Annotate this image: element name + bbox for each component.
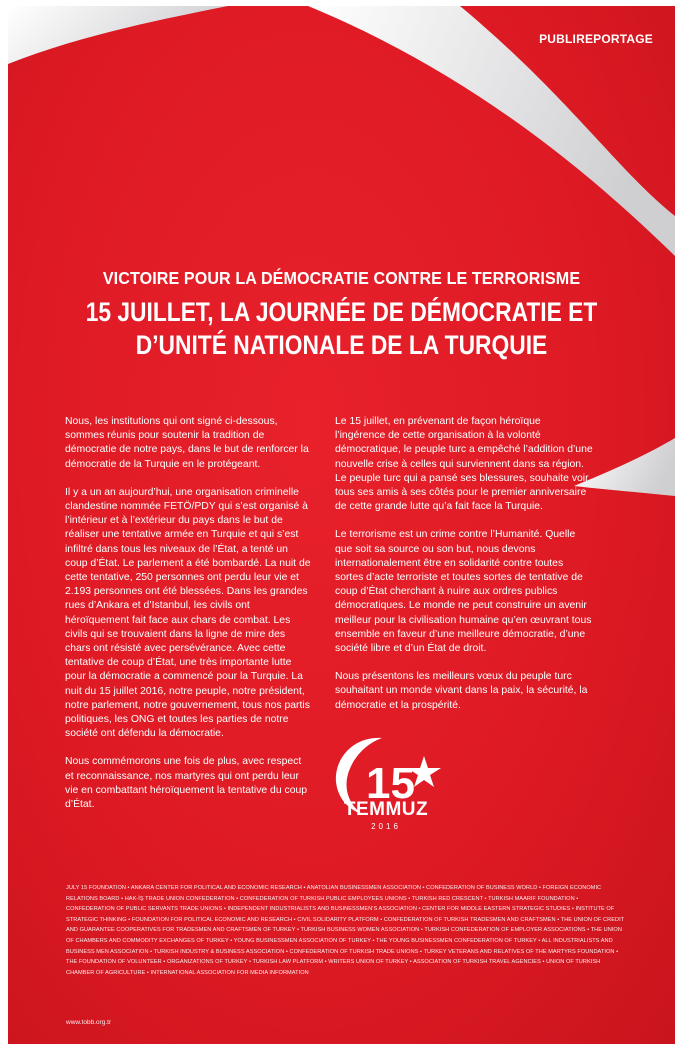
right-column (335, 415, 593, 727)
paragraph: Nous commémorons une fois de plus, avec respect et reconnaissance, nos martyres qui ont perdu leur vie en combattant héroïquement la tentative du coup d’État. (65, 756, 308, 811)
logo-number: 15 (366, 759, 415, 808)
left-column (65, 415, 312, 826)
paragraph: Le 15 juillet, en prévenant de façon héroïque l’ingérence de cette organisation à la volonté démocratique, le peuple turc a empêché l’addition d’une nouvelle crise à celles qui surviennent dans sa région. Le peuple turc qui a pansé ses blessures, souhaite voir tous ses amis à ses côtés pour le premier anniversaire de cette grande lutte qu’a fait face la Turquie. (335, 416, 593, 513)
signatory-organizations: JULY 15 FOUNDATION • ANKARA CENTER FOR POLITICAL AND ECONOMIC RESEARCH • ANATOLIAN BUSINESSMEN ASSOCIATION • CONFEDERATION OF BUSINESS WORLD • FOREIGN ECONOMIC RELATIONS BOARD • HAK-İŞ TRADE UNION CONFEDERATION • CONFEDERATION OF TURKISH PUBLIC EMPLOYEES UNIONS • TURKISH RED CRESCENT • TURKISH MAARIF FOUNDATION • CONFEDERATION OF PUBLIC SERVANTS TRADE UNIONS • INDEPENDENT INDUSTRIALISTS AND BUSINESSMEN’S ASSOCIATION • CENTER FOR MIDDLE EASTERN STRATEGIC STUDIES • INSTITUTE OF STRATEGIC THINKING • FOUNDATION FOR POLITICAL ECONOMIC AND RESEARCH • CIVIL SOLIDARITY PLATFORM • CONFEDERATION OF TURKISH TRADESMEN AND CRAFTSMEN • THE UNION OF CREDIT AND GUARANTEE COOPERATIVES FOR TRADESMEN AND CRAFTSMEN OF TURKEY • TURKISH BUSINESS WOMEN ASSOCIATION • TURKISH CONFEDERATION OF EMPLOYER ASSOCIATIONS • THE UNION OF CHAMBERS AND COMMODITY EXCHANGES OF TURKEY • YOUNG BUSINESSMEN ASSOCIATION OF TURKEY • THE YOUNG BUSINESSMEN CONFEDERATION OF TURKEY • ALL INDUSTRIALISTS AND BUSINESS MEN ASSOCIATION • TURKISH INDUSTRY & BUSINESS ASSOCIATION • CONFEDERATION OF TURKISH TRADE UNIONS • TURKEY VETERANS AND RELATIVES OF THE MARTYRS FOUNDATION • THE FOUNDATION OF VOLUNTEER • ORGANIZATIONS OF TURKEY • TURKISH LAW PLATFORM • WRITERS UNION OF TURKEY • ASSOCIATION OF TURKISH TRAVEL AGENCIES • UNION OF TURKISH CHAMBER OF AGRICULTURE • INTERNATIONAL ASSOCIATION FOR MEDIA INFORMATION (66, 885, 625, 976)
paragraph: Le terrorisme est un crime contre l’Humanité. Quelle que soit sa source ou son but, nous devons internationalement être en solidarité contre toutes sortes d’acte terroriste et toutes sortes de tentative de coup d’État cherchant à nuire aux ordres publics démocratiques. Le monde ne peut construire un avenir meilleur pour la civilisation humaine qu’en œuvrant tous ensemble en faveur d’une meilleure démocratie, d’une société libre et d’un État de droit. (335, 529, 592, 655)
headline-kicker: VICTOIRE POUR LA DÉMOCRATIE CONTRE LE TERRORISME (102, 268, 581, 288)
advertorial-page (8, 6, 675, 1044)
paragraph: Il y a un an aujourd’hui, une organisation criminelle clandestine nommée FETÖ/PDY qui s’est organisé à l’intérieur et à l’extérieur du pays dans le but de réaliser une tentative armée en Turquie et qui s’est infiltré dans tous les niveaux de l’État, a tenté un coup d’État. Le parlement a été bombardé. La nuit de cette tentative, 250 personnes ont perdu leur vie et 2.193 personnes ont été blessées. Dans les grandes rues d’Ankara et d’Istanbul, les civils ont héroïquement fait face aux chars de combat. Les civils qui se trouvaient dans la ligne de mire des chars ont résisté avec persévérance. Avec cette tentative de coup d’État, une très importante lutte pour la démocratie a commencé pour la Turquie. La nuit du 15 juillet 2016, notre peuple, notre président, notre parlement, notre gouvernement, tous nos partis politiques, les ONG et toutes les parties de notre société ont défendu la démocratie. (65, 486, 311, 740)
paragraph: Nous, les institutions qui ont signé ci-dessous, sommes réunis pour soutenir la tradition de démocratie de notre pays, dans le but de renforcer la démocratie de la Turquie en le protégeant. (65, 416, 309, 470)
logo-word: TEMMUZ (343, 799, 429, 820)
headline-line-2: 15 JUILLET, LA JOURNÉE DE DÉMOCRATIE ET (85, 297, 598, 327)
paragraph: Nous présentons les meilleurs vœux du peuple turc souhaitant un monde vivant dans la paix, la sécurité, la démocratie et la prospérité. (335, 671, 588, 711)
publireportage-label: PUBLIREPORTAGE (539, 32, 653, 46)
swoosh-top-left (8, 6, 228, 64)
footer-url[interactable]: www.tobb.org.tr (66, 1019, 112, 1026)
headline-main (55, 296, 629, 362)
logo-year: 2016 (371, 822, 401, 831)
headline-line-3: D’UNITÉ NATIONALE DE LA TURQUIE (135, 330, 548, 360)
